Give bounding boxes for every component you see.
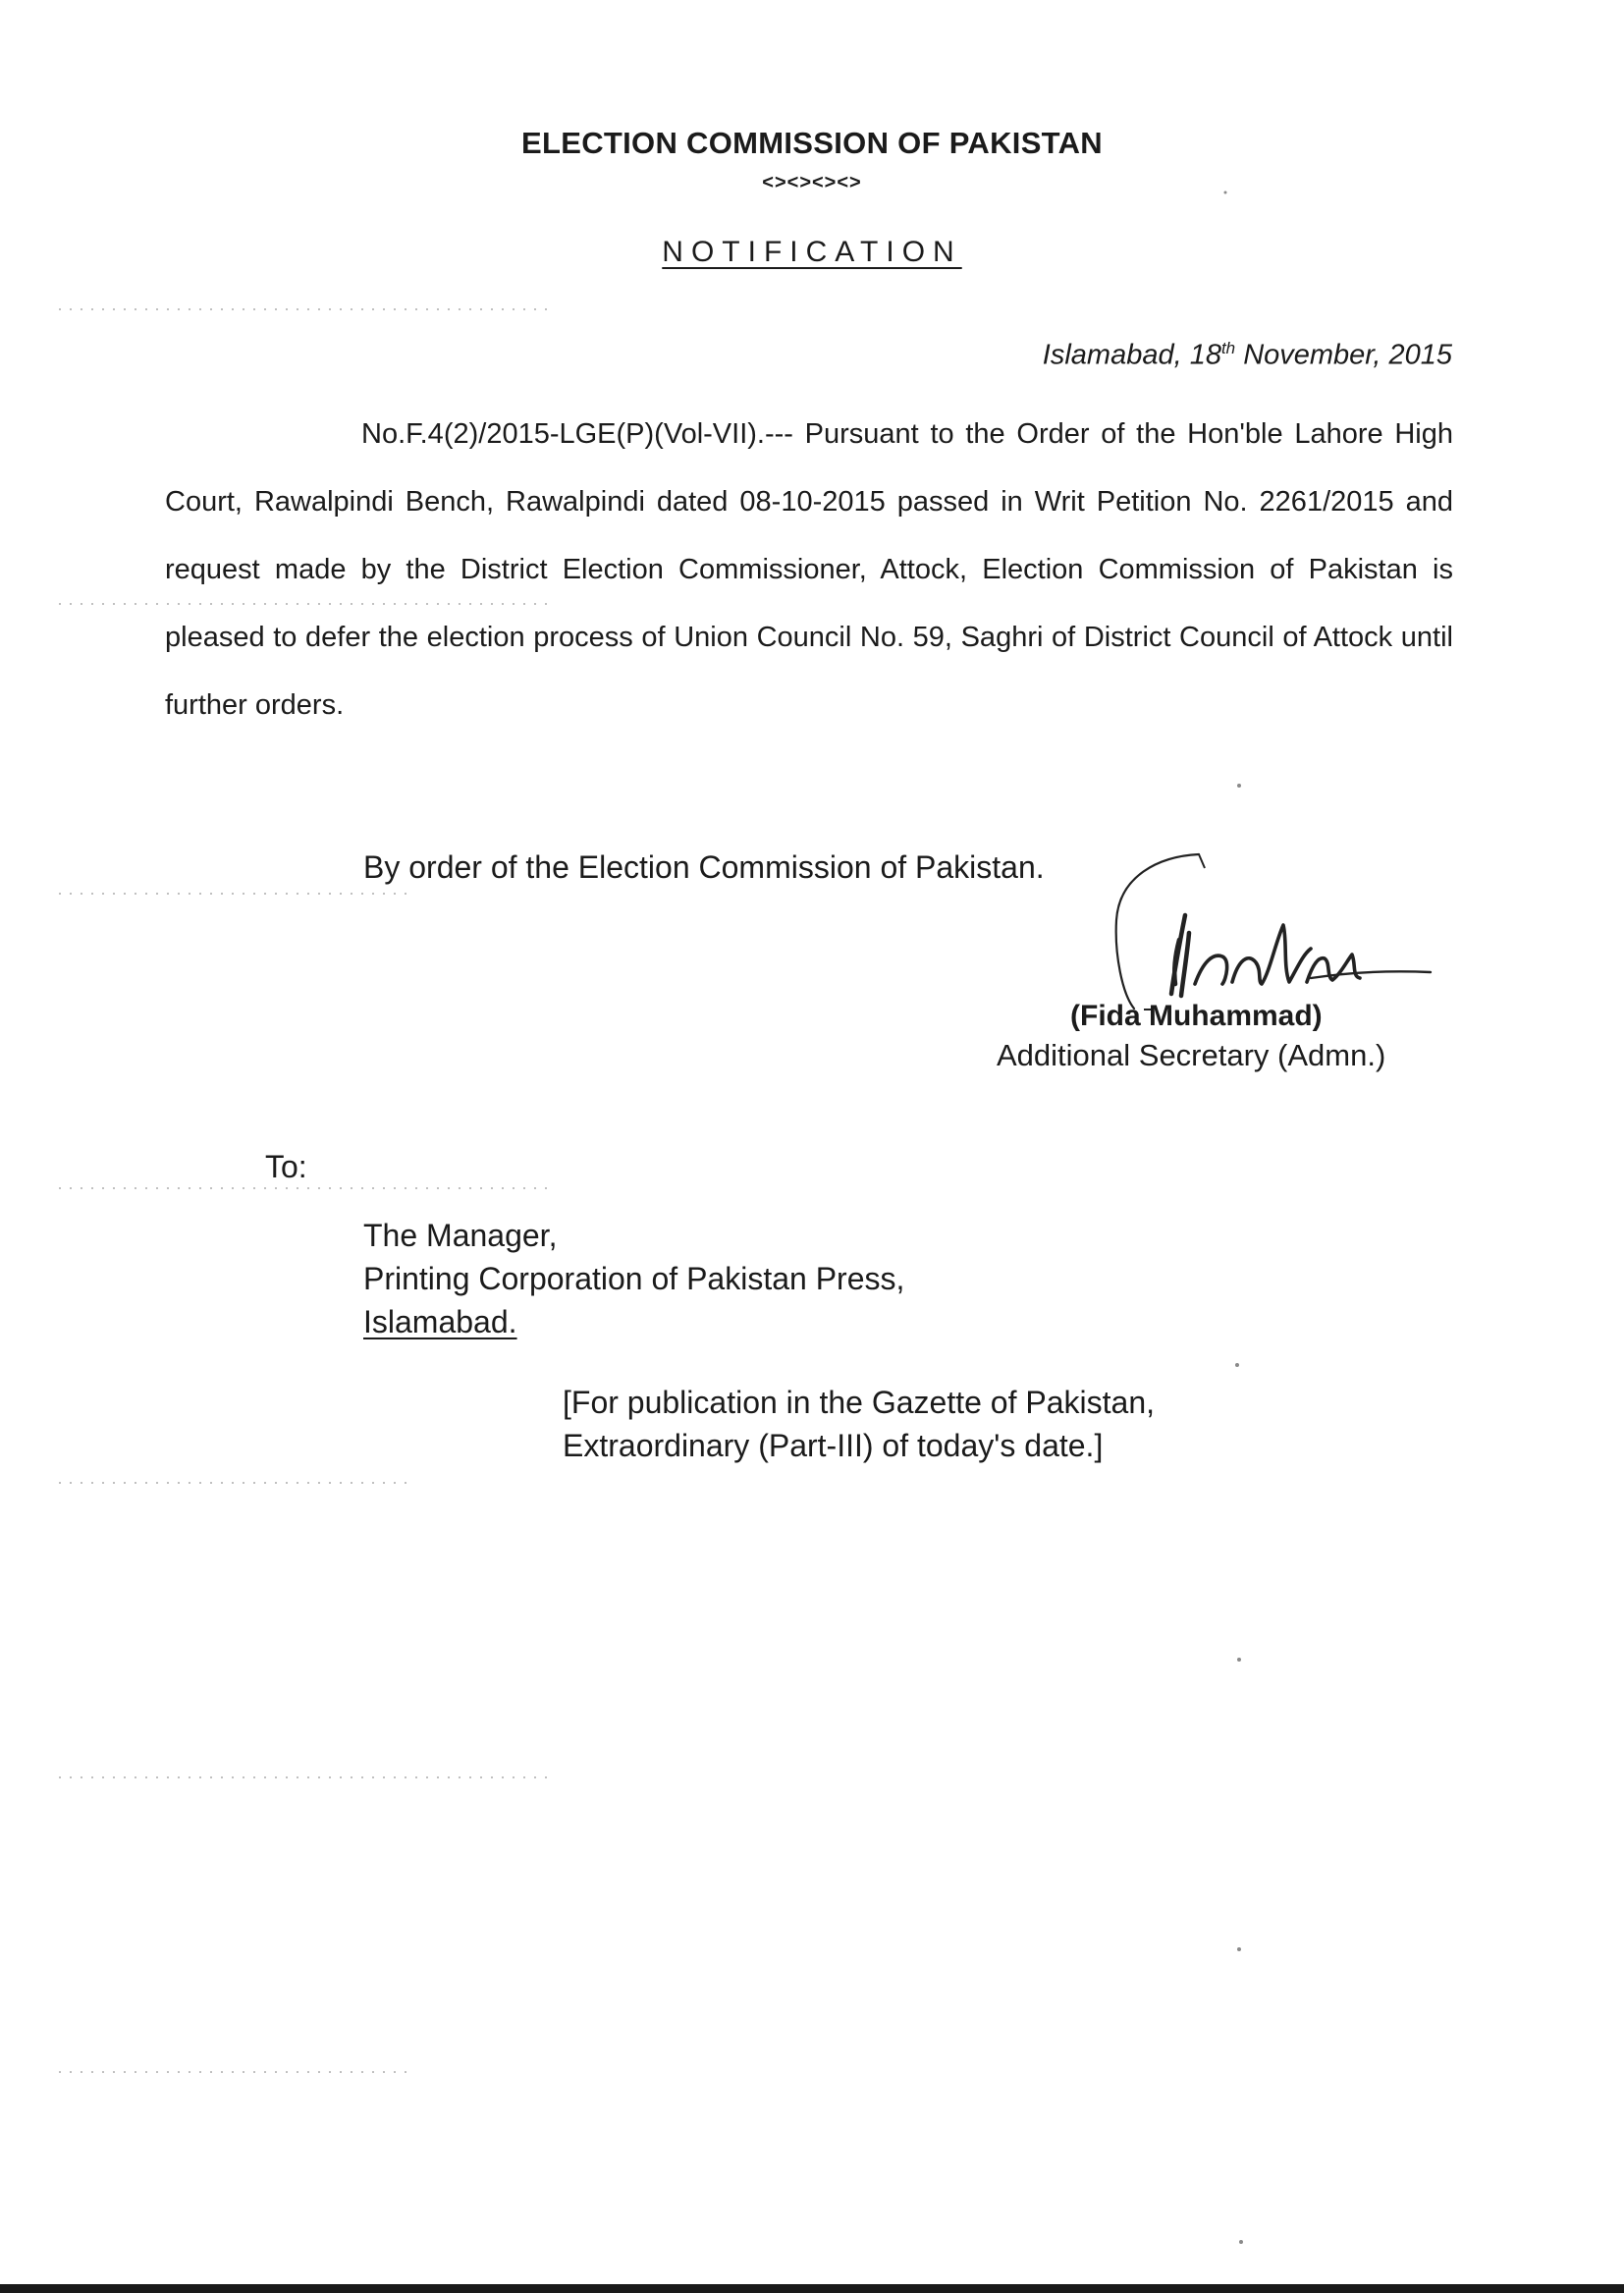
recipient-address bbox=[363, 1214, 904, 1343]
signer-title: Additional Secretary (Admn.) bbox=[997, 1038, 1386, 1072]
notification-title bbox=[0, 236, 1624, 269]
publication-note bbox=[563, 1381, 1155, 1467]
recipient-line-3 bbox=[363, 1300, 904, 1343]
signer-name: (Fida Muhammad) bbox=[1070, 1000, 1323, 1032]
to-label: To: bbox=[265, 1149, 307, 1184]
recipient-line-1: The Manager, bbox=[363, 1218, 558, 1253]
dateline bbox=[1043, 339, 1452, 372]
dateline-place: Islamabad, 18 bbox=[1042, 339, 1221, 371]
publication-line-1: [For publication in the Gazette of Pakistan, bbox=[563, 1385, 1155, 1420]
recipient-city: Islamabad. bbox=[363, 1304, 517, 1339]
notification-title-text: NOTIFICATION bbox=[662, 236, 962, 268]
by-order-line: By order of the Election Commission of Pakistan. bbox=[363, 849, 1045, 885]
heading-ornament: <><><><> bbox=[762, 172, 862, 193]
dateline-rest: November, 2015 bbox=[1235, 339, 1452, 371]
handwritten-signature bbox=[1065, 846, 1438, 1023]
organization-heading: ELECTION COMMISSION OF PAKISTAN bbox=[521, 126, 1103, 160]
recipient-line-2: Printing Corporation of Pakistan Press, bbox=[363, 1261, 905, 1296]
scan-bottom-edge bbox=[0, 2284, 1624, 2293]
publication-line-2: Extraordinary (Part-III) of today's date.] bbox=[563, 1428, 1104, 1463]
notification-body: No.F.4(2)/2015-LGE(P)(Vol-VII).--- Pursuant to the Order of the Hon'ble Lahore High Court, Rawalpindi Bench, Rawalpindi dated 08-10-2015 passed in Writ Petition No. 2261/2015 and request made by the District Election Commissioner, Attock, Election Commission of Pakistan is pleased to defer the election process of Union Council No. 59, Saghri of District Council of Attock until further orders. bbox=[165, 418, 1453, 721]
dateline-day-suffix: th bbox=[1220, 339, 1236, 357]
